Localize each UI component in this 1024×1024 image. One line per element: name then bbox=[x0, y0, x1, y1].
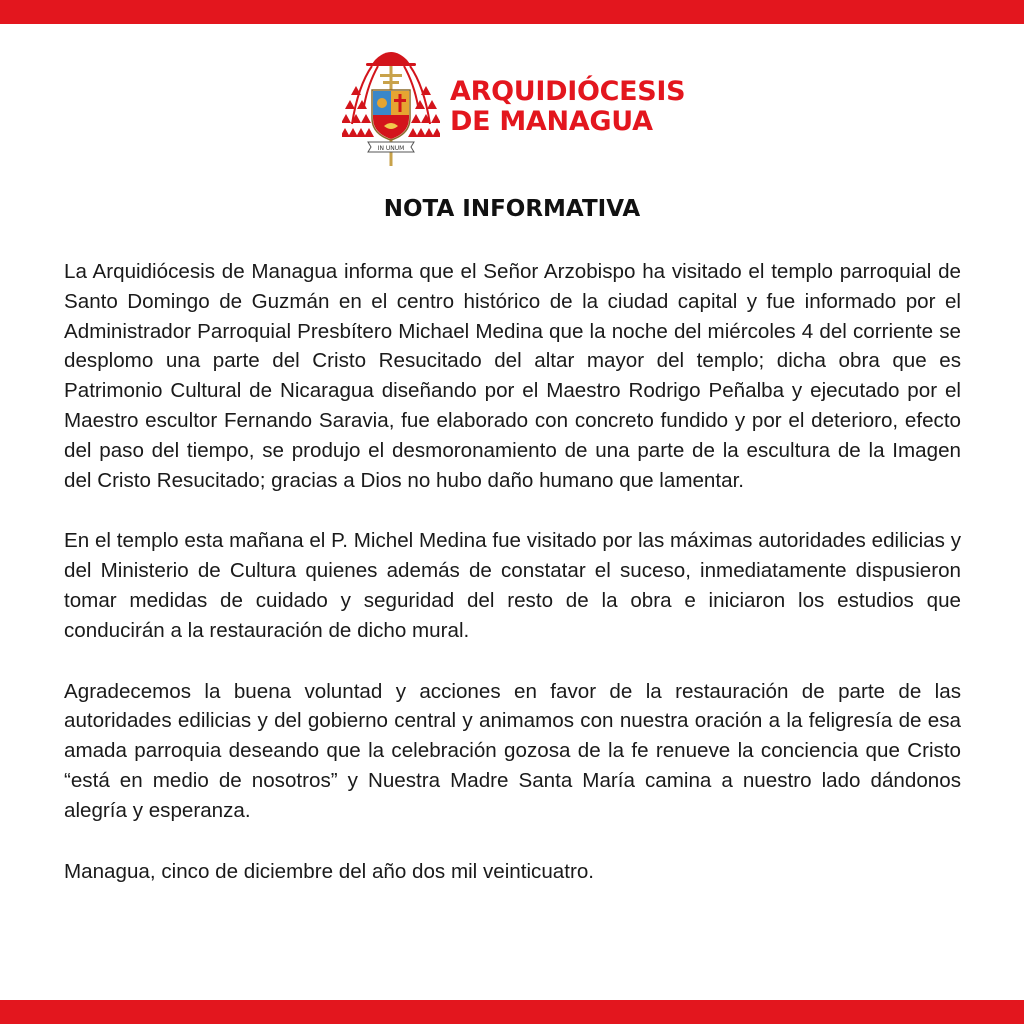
archdiocese-crest-icon bbox=[342, 46, 440, 170]
document-title: NOTA INFORMATIVA bbox=[383, 196, 641, 222]
organization-name-line1: ARQUIDIÓCESIS bbox=[450, 76, 686, 107]
organization-name bbox=[450, 77, 685, 137]
bottom-red-bar bbox=[0, 1000, 1024, 1024]
paragraph: La Arquidiócesis de Managua informa que el Señor Arzobispo ha visitado el templo parroquial de Santo Domingo de Guzmán en el centro histórico de la ciudad capital y fue informado por el Administrador Parroquial Presbítero Michael Medina que la noche del miércoles 4 del corriente se desplomo una parte del Cristo Resucitado del altar mayor del templo; dicha obra que es Patrimonio Cultural de Nicaragua diseñando por el Maestro Rodrigo Peñalba y ejecutado por el Maestro escultor Fernando Saravia, fue elaborado con concreto fundido y por el deterioro, efecto del paso del tiempo, se produjo el desmoronamiento de una parte de la escultura de la Imagen del Cristo Resucitado; gracias a Dios no hubo daño humano que lamentar. bbox=[64, 260, 961, 492]
paragraph: Agradecemos la buena voluntad y acciones en favor de la restauración de parte de las autoridades edilicias y del gobierno central y animamos con nuestra oración a la feligresía de esa amada parroquia deseando que la celebración gozosa de la fe renueve la conciencia que Cristo “está en medio de nosotros” y Nuestra Madre Santa María camina a nuestro lado dándonos alegría y esperanza. bbox=[64, 679, 961, 822]
document-body bbox=[64, 257, 961, 886]
top-red-bar bbox=[0, 0, 1024, 24]
signoff-date: Managua, cinco de diciembre del año dos mil veinticuatro. bbox=[64, 859, 595, 883]
svg-text:IN UNUM: IN UNUM bbox=[377, 145, 405, 152]
header bbox=[0, 44, 1024, 170]
organization-name-line2: DE MANAGUA bbox=[450, 106, 653, 137]
paragraph: En el templo esta mañana el P. Michel Medina fue visitado por las máximas autoridades edilicias y del Ministerio de Cultura quienes además de constatar el suceso, inmediatamente dispusieron tomar medidas de cuidado y seguridad del resto de la obra e iniciaron los estudios que conducirán a la restauración de dicho mural. bbox=[64, 529, 961, 642]
